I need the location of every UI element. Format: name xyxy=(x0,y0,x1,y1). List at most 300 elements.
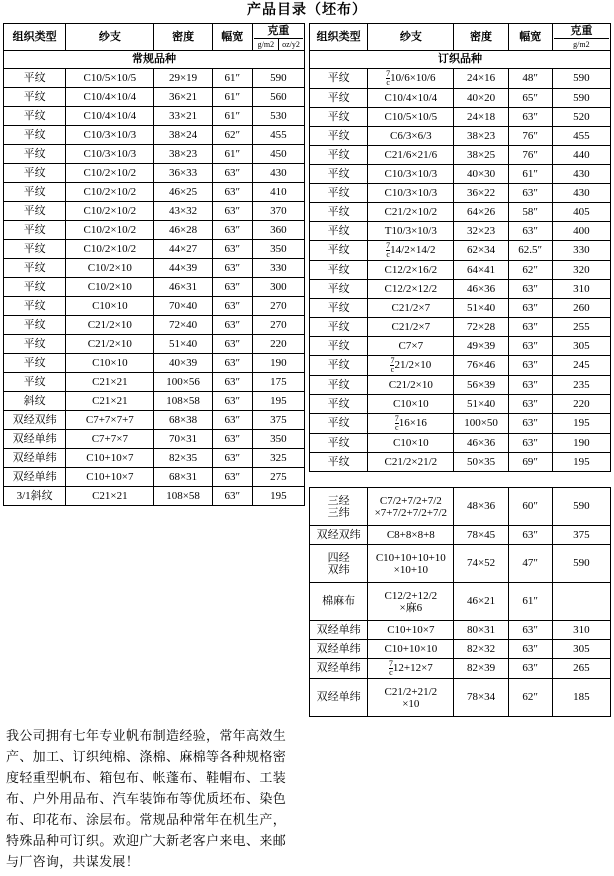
cell-yarn: C10/3×10/3 xyxy=(368,184,454,203)
cell-weight: 270 xyxy=(252,297,304,316)
cell-yarn: C7+7×7+7 xyxy=(66,411,154,430)
header-unit-gsm: g/m2 xyxy=(254,39,279,50)
cell-yarn: C10+10+10+10 ×10+10 xyxy=(368,545,454,583)
cell-width: 63″ xyxy=(212,297,252,316)
cell-type xyxy=(310,472,368,488)
cell-weight: 520 xyxy=(552,108,610,127)
cell-width: 61″ xyxy=(212,69,252,88)
cell-yarn: C10+10×10 xyxy=(368,640,454,659)
table-row[interactable] xyxy=(4,107,305,126)
cell-width: 63″ xyxy=(212,164,252,183)
cell-density: 38×23 xyxy=(154,145,212,164)
cell-type: 双经单纬 xyxy=(4,449,66,468)
table-row[interactable] xyxy=(310,222,611,241)
table-row[interactable] xyxy=(310,89,611,108)
cell-yarn: $\frac{7}{c}$ 10/6×10/6 xyxy=(368,69,454,89)
cell-density: 72×28 xyxy=(454,318,508,337)
header-width: 幅宽 xyxy=(212,24,252,51)
cell-width: 63″ xyxy=(508,526,552,545)
cell-width: 63″ xyxy=(508,299,552,318)
header-yarn: 纱支 xyxy=(66,24,154,51)
cell-width: 63″ xyxy=(212,354,252,373)
cell-yarn: C10×10 xyxy=(368,395,454,414)
cell-weight: 270 xyxy=(252,316,304,335)
cell-width: 63″ xyxy=(508,376,552,395)
cell-type: 平纹 xyxy=(310,261,368,280)
cell-yarn: $\frac{7}{c}$ 12+12×7 xyxy=(368,659,454,679)
cell-density: 46×36 xyxy=(454,434,508,453)
cell-density: 80×31 xyxy=(454,621,508,640)
cell-yarn: C7×7 xyxy=(368,337,454,356)
cell-width: 48″ xyxy=(508,69,552,89)
cell-weight: 330 xyxy=(252,259,304,278)
footer-area xyxy=(0,717,614,876)
cell-width: 47″ xyxy=(508,545,552,583)
cell-yarn: C21×21 xyxy=(66,373,154,392)
cell-width: 63″ xyxy=(212,373,252,392)
cell-weight: 310 xyxy=(552,280,610,299)
cell-weight: 195 xyxy=(252,487,304,506)
cell-yarn: C10×10 xyxy=(368,434,454,453)
table-row[interactable] xyxy=(310,472,611,488)
table-row[interactable] xyxy=(4,335,305,354)
cell-weight: 360 xyxy=(252,221,304,240)
cell-type: 平纹 xyxy=(310,165,368,184)
cell-weight: 305 xyxy=(552,337,610,356)
cell-yarn: C7+7×7 xyxy=(66,430,154,449)
cell-width: 63″ xyxy=(508,108,552,127)
custom-products-table xyxy=(309,23,611,717)
cell-weight: 410 xyxy=(252,183,304,202)
cell-weight: 405 xyxy=(552,203,610,222)
cell-density: 78×34 xyxy=(454,679,508,717)
table-row[interactable] xyxy=(310,127,611,146)
cell-width: 65″ xyxy=(508,89,552,108)
cell-yarn: C10+10×7 xyxy=(66,468,154,487)
cell-density: 24×18 xyxy=(454,108,508,127)
cell-weight: 530 xyxy=(252,107,304,126)
table-row[interactable] xyxy=(4,392,305,411)
table-row[interactable] xyxy=(4,202,305,221)
header-weight xyxy=(552,24,610,51)
cell-density: 100×50 xyxy=(454,414,508,434)
cell-type: 平纹 xyxy=(310,241,368,261)
table-row[interactable] xyxy=(310,165,611,184)
cell-weight: 260 xyxy=(552,299,610,318)
table-row[interactable] xyxy=(310,337,611,356)
cell-yarn: C10/3×10/3 xyxy=(368,165,454,184)
cell-type: 平纹 xyxy=(310,108,368,127)
cell-type: 双经双纬 xyxy=(4,411,66,430)
cell-yarn: C10/2×10 xyxy=(66,259,154,278)
cell-type: 斜纹 xyxy=(4,392,66,411)
table-row[interactable] xyxy=(4,259,305,278)
cell-yarn: C12/2×12/2 xyxy=(368,280,454,299)
table-row[interactable] xyxy=(310,69,611,89)
header-type: 组织类型 xyxy=(4,24,66,51)
cell-yarn: C12/2×16/2 xyxy=(368,261,454,280)
left-section-label: 常规品种 xyxy=(4,51,305,69)
cell-yarn: C6/3×6/3 xyxy=(368,127,454,146)
cell-yarn: C10/4×10/4 xyxy=(368,89,454,108)
table-row[interactable] xyxy=(310,679,611,717)
cell-weight: 185 xyxy=(552,679,610,717)
cell-width: 63″ xyxy=(212,468,252,487)
cell-width: 63″ xyxy=(508,621,552,640)
cell-density: 76×46 xyxy=(454,356,508,376)
table-row[interactable] xyxy=(310,583,611,621)
header-weight xyxy=(252,24,304,51)
cell-width: 63″ xyxy=(508,659,552,679)
table-row[interactable] xyxy=(310,545,611,583)
cell-weight: 590 xyxy=(552,545,610,583)
table-row[interactable] xyxy=(4,487,305,506)
cell-width: 63″ xyxy=(212,221,252,240)
cell-yarn: C10×10 xyxy=(66,354,154,373)
cell-weight: 195 xyxy=(252,392,304,411)
cell-yarn: C10+10×7 xyxy=(66,449,154,468)
cell-weight: 440 xyxy=(552,146,610,165)
cell-density: 38×24 xyxy=(154,126,212,145)
table-row[interactable] xyxy=(310,280,611,299)
cell-weight: 300 xyxy=(252,278,304,297)
cell-yarn: C10/2×10/2 xyxy=(66,202,154,221)
cell-type: 平纹 xyxy=(310,127,368,146)
cell-weight: 310 xyxy=(552,621,610,640)
table-row[interactable] xyxy=(310,659,611,679)
cell-weight: 175 xyxy=(252,373,304,392)
cell-type: 平纹 xyxy=(310,69,368,89)
cell-type: 平纹 xyxy=(310,280,368,299)
cell-width: 63″ xyxy=(212,392,252,411)
header-width: 幅宽 xyxy=(508,24,552,51)
catalog-tables xyxy=(0,23,614,717)
cell-type: 平纹 xyxy=(310,453,368,472)
table-row[interactable] xyxy=(4,430,305,449)
table-row[interactable] xyxy=(4,411,305,430)
regular-products-table xyxy=(3,23,305,506)
table-row[interactable] xyxy=(310,261,611,280)
cell-type: 平纹 xyxy=(310,318,368,337)
cell-type: 平纹 xyxy=(4,107,66,126)
header-density: 密度 xyxy=(154,24,212,51)
table-row[interactable] xyxy=(4,88,305,107)
cell-type: 平纹 xyxy=(4,259,66,278)
cell-type: 双经单纬 xyxy=(310,640,368,659)
cell-weight: 350 xyxy=(252,240,304,259)
cell-width: 76″ xyxy=(508,127,552,146)
cell-width: 58″ xyxy=(508,203,552,222)
cell-weight: 430 xyxy=(252,164,304,183)
header-type: 组织类型 xyxy=(310,24,368,51)
cell-yarn: C10/5×10/5 xyxy=(368,108,454,127)
header-yarn: 纱支 xyxy=(368,24,454,51)
cell-width: 61″ xyxy=(212,88,252,107)
table-row[interactable] xyxy=(310,453,611,472)
cell-type: 平纹 xyxy=(310,356,368,376)
cell-yarn: $\frac{7}{c}$ 21/2×10 xyxy=(368,356,454,376)
cell-width: 63″ xyxy=(508,337,552,356)
cell-type: 平纹 xyxy=(4,354,66,373)
cell-weight: 590 xyxy=(252,69,304,88)
cell-width: 62″ xyxy=(508,261,552,280)
table-row[interactable] xyxy=(4,278,305,297)
cell-type: 平纹 xyxy=(310,414,368,434)
right-section-row xyxy=(310,51,611,69)
cell-width: 76″ xyxy=(508,146,552,165)
cell-density: 24×16 xyxy=(454,69,508,89)
cell-yarn: C10/2×10/2 xyxy=(66,164,154,183)
cell-density: 38×25 xyxy=(454,146,508,165)
table-row[interactable] xyxy=(310,146,611,165)
cell-width: 62″ xyxy=(212,126,252,145)
cell-type: 平纹 xyxy=(4,316,66,335)
cell-yarn: $\frac{7}{c}$ 16×16 xyxy=(368,414,454,434)
cell-density: 38×23 xyxy=(454,127,508,146)
left-header-row xyxy=(4,24,305,51)
fraction-glyph: $\frac{7}{c}$ xyxy=(386,69,391,87)
cell-width: 63″ xyxy=(212,278,252,297)
cell-yarn: C21/2×21/2 xyxy=(368,453,454,472)
cell-density: 82×39 xyxy=(454,659,508,679)
fraction-glyph: $\frac{7}{c}$ xyxy=(390,356,395,374)
table-row[interactable] xyxy=(310,640,611,659)
table-row[interactable] xyxy=(4,240,305,259)
cell-width: 62.5″ xyxy=(508,241,552,261)
cell-type: 棉麻布 xyxy=(310,583,368,621)
cell-type: 平纹 xyxy=(4,335,66,354)
cell-type: 平纹 xyxy=(310,146,368,165)
left-section-row xyxy=(4,51,305,69)
cell-yarn: T10/3×10/3 xyxy=(368,222,454,241)
right-section-label: 订织品种 xyxy=(310,51,611,69)
table-row[interactable] xyxy=(4,164,305,183)
cell-yarn: $\frac{7}{c}$ 14/2×14/2 xyxy=(368,241,454,261)
cell-type: 平纹 xyxy=(310,89,368,108)
cell-density: 100×56 xyxy=(154,373,212,392)
table-row[interactable] xyxy=(310,488,611,526)
cell-weight: 220 xyxy=(252,335,304,354)
cell-width: 61″ xyxy=(508,583,552,621)
cell-weight: 330 xyxy=(552,241,610,261)
table-row[interactable] xyxy=(4,145,305,164)
right-header-row xyxy=(310,24,611,51)
cell-density: 36×22 xyxy=(454,184,508,203)
cell-weight: 265 xyxy=(552,659,610,679)
cell-width: 63″ xyxy=(212,202,252,221)
cell-density: 108×58 xyxy=(154,487,212,506)
cell-yarn: C21/6×21/6 xyxy=(368,146,454,165)
cell-width: 63″ xyxy=(212,335,252,354)
cell-type: 平纹 xyxy=(4,278,66,297)
cell-type: 平纹 xyxy=(310,376,368,395)
cell-density: 40×39 xyxy=(154,354,212,373)
cell-density: 64×26 xyxy=(454,203,508,222)
cell-density: 46×25 xyxy=(154,183,212,202)
cell-weight: 195 xyxy=(552,453,610,472)
cell-weight: 325 xyxy=(252,449,304,468)
cell-weight: 450 xyxy=(252,145,304,164)
cell-density: 46×31 xyxy=(154,278,212,297)
company-description: 我公司拥有七年专业帆布制造经验，常年高效生产、加工、订织纯棉、涤棉、麻棉等各种规格密度轻重型帆布、箱包布、帐蓬布、鞋帽布、工装布、户外用品布、汽车装饰布等优质坯布、染色布、印花布、涂层布。常规品种常年在机生产，特殊品种可订织。欢迎广大新老客户来电、来邮与厂咨询，共谋发展！ xyxy=(6,728,286,869)
cell-type: 平纹 xyxy=(4,69,66,88)
table-row[interactable] xyxy=(310,414,611,434)
cell-width: 61″ xyxy=(212,145,252,164)
fraction-glyph: $\frac{7}{c}$ xyxy=(394,414,399,432)
table-row[interactable] xyxy=(4,221,305,240)
cell-yarn: C10/2×10/2 xyxy=(66,240,154,259)
cell-type: 平纹 xyxy=(4,183,66,202)
cell-yarn: C7/2+7/2+7/2 ×7+7/2+7/2+7/2 xyxy=(368,488,454,526)
cell-density: 62×34 xyxy=(454,241,508,261)
cell-density: 50×35 xyxy=(454,453,508,472)
cell-type: 三经 三纬 xyxy=(310,488,368,526)
table-row[interactable] xyxy=(310,318,611,337)
table-row[interactable] xyxy=(310,356,611,376)
table-row[interactable] xyxy=(310,203,611,222)
cell-width: 63″ xyxy=(212,183,252,202)
cell-density: 36×21 xyxy=(154,88,212,107)
cell-yarn: C10/5×10/5 xyxy=(66,69,154,88)
cell-weight xyxy=(552,472,610,488)
cell-weight: 400 xyxy=(552,222,610,241)
cell-type: 平纹 xyxy=(4,202,66,221)
cell-density: 43×32 xyxy=(154,202,212,221)
cell-weight: 375 xyxy=(252,411,304,430)
cell-weight: 190 xyxy=(252,354,304,373)
cell-weight: 430 xyxy=(552,165,610,184)
cell-density: 74×52 xyxy=(454,545,508,583)
cell-yarn: C21×21 xyxy=(66,392,154,411)
cell-type: 双经单纬 xyxy=(310,659,368,679)
cell-type: 平纹 xyxy=(4,126,66,145)
cell-type: 双经单纬 xyxy=(4,468,66,487)
table-row[interactable] xyxy=(310,395,611,414)
cell-weight: 320 xyxy=(552,261,610,280)
cell-yarn: C21/2×10/2 xyxy=(368,203,454,222)
table-row[interactable] xyxy=(310,184,611,203)
cell-density: 82×32 xyxy=(454,640,508,659)
cell-density: 44×27 xyxy=(154,240,212,259)
cell-weight: 375 xyxy=(552,526,610,545)
cell-type: 平纹 xyxy=(4,164,66,183)
table-row[interactable] xyxy=(310,108,611,127)
cell-type: 平纹 xyxy=(4,373,66,392)
table-row[interactable] xyxy=(4,468,305,487)
cell-yarn: C10/2×10/2 xyxy=(66,183,154,202)
cell-width: 69″ xyxy=(508,453,552,472)
cell-type: 双经单纬 xyxy=(310,621,368,640)
cell-width: 63″ xyxy=(508,640,552,659)
table-row[interactable] xyxy=(310,241,611,261)
table-row[interactable] xyxy=(4,373,305,392)
table-row[interactable] xyxy=(310,526,611,545)
cell-type: 双经双纬 xyxy=(310,526,368,545)
cell-density: 44×39 xyxy=(154,259,212,278)
cell-yarn: C21/2×10 xyxy=(368,376,454,395)
table-row[interactable] xyxy=(4,297,305,316)
cell-density: 108×58 xyxy=(154,392,212,411)
cell-density: 32×23 xyxy=(454,222,508,241)
table-row[interactable] xyxy=(310,621,611,640)
header-unit-gsm: g/m2 xyxy=(573,40,590,49)
table-row[interactable] xyxy=(4,316,305,335)
cell-yarn: C10×10 xyxy=(66,297,154,316)
cell-density: 70×31 xyxy=(154,430,212,449)
cell-density: 51×40 xyxy=(154,335,212,354)
cell-weight: 590 xyxy=(552,89,610,108)
cell-width: 63″ xyxy=(508,414,552,434)
cell-width: 63″ xyxy=(212,487,252,506)
cell-density: 46×21 xyxy=(454,583,508,621)
table-row[interactable] xyxy=(4,354,305,373)
cell-width xyxy=(508,472,552,488)
cell-width: 63″ xyxy=(508,280,552,299)
left-table-body xyxy=(4,24,305,506)
table-row[interactable] xyxy=(4,183,305,202)
cell-type: 平纹 xyxy=(310,395,368,414)
cell-weight xyxy=(552,583,610,621)
cell-type: 3/1斜纹 xyxy=(4,487,66,506)
cell-type: 平纹 xyxy=(4,88,66,107)
cell-width: 63″ xyxy=(212,411,252,430)
cell-yarn: C10/3×10/3 xyxy=(66,126,154,145)
cell-width: 63″ xyxy=(508,318,552,337)
cell-density: 72×40 xyxy=(154,316,212,335)
cell-width: 63″ xyxy=(508,434,552,453)
header-unit-ozy: oz/y2 xyxy=(282,40,300,49)
right-table-body xyxy=(310,24,611,717)
cell-weight: 350 xyxy=(252,430,304,449)
cell-density: 70×40 xyxy=(154,297,212,316)
cell-density: 40×20 xyxy=(454,89,508,108)
cell-yarn: C10/4×10/4 xyxy=(66,107,154,126)
cell-yarn: C21/2+21/2 ×10 xyxy=(368,679,454,717)
cell-yarn: C21/2×7 xyxy=(368,318,454,337)
cell-yarn: C10/3×10/3 xyxy=(66,145,154,164)
cell-width: 63″ xyxy=(508,356,552,376)
cell-type: 四经 双纬 xyxy=(310,545,368,583)
cell-density xyxy=(454,472,508,488)
cell-yarn: C21/2×10 xyxy=(66,316,154,335)
cell-density: 29×19 xyxy=(154,69,212,88)
cell-width: 63″ xyxy=(508,184,552,203)
cell-weight: 370 xyxy=(252,202,304,221)
cell-density: 49×39 xyxy=(454,337,508,356)
table-row[interactable] xyxy=(4,69,305,88)
cell-yarn: C8+8×8+8 xyxy=(368,526,454,545)
table-row[interactable] xyxy=(310,376,611,395)
cell-weight: 455 xyxy=(252,126,304,145)
cell-width: 60″ xyxy=(508,488,552,526)
cell-yarn: C10/2×10 xyxy=(66,278,154,297)
cell-density: 68×38 xyxy=(154,411,212,430)
cell-width: 63″ xyxy=(212,449,252,468)
cell-type: 平纹 xyxy=(310,203,368,222)
header-weight-label: 克重 xyxy=(554,24,609,39)
header-weight-units xyxy=(254,39,303,50)
cell-weight: 455 xyxy=(552,127,610,146)
cell-type: 双经单纬 xyxy=(4,430,66,449)
cell-density: 48×36 xyxy=(454,488,508,526)
table-row[interactable] xyxy=(310,299,611,318)
cell-weight: 255 xyxy=(552,318,610,337)
cell-yarn: C12/2+12/2 ×麻6 xyxy=(368,583,454,621)
table-row[interactable] xyxy=(4,449,305,468)
table-row[interactable] xyxy=(310,434,611,453)
cell-type: 平纹 xyxy=(310,337,368,356)
table-row[interactable] xyxy=(4,126,305,145)
